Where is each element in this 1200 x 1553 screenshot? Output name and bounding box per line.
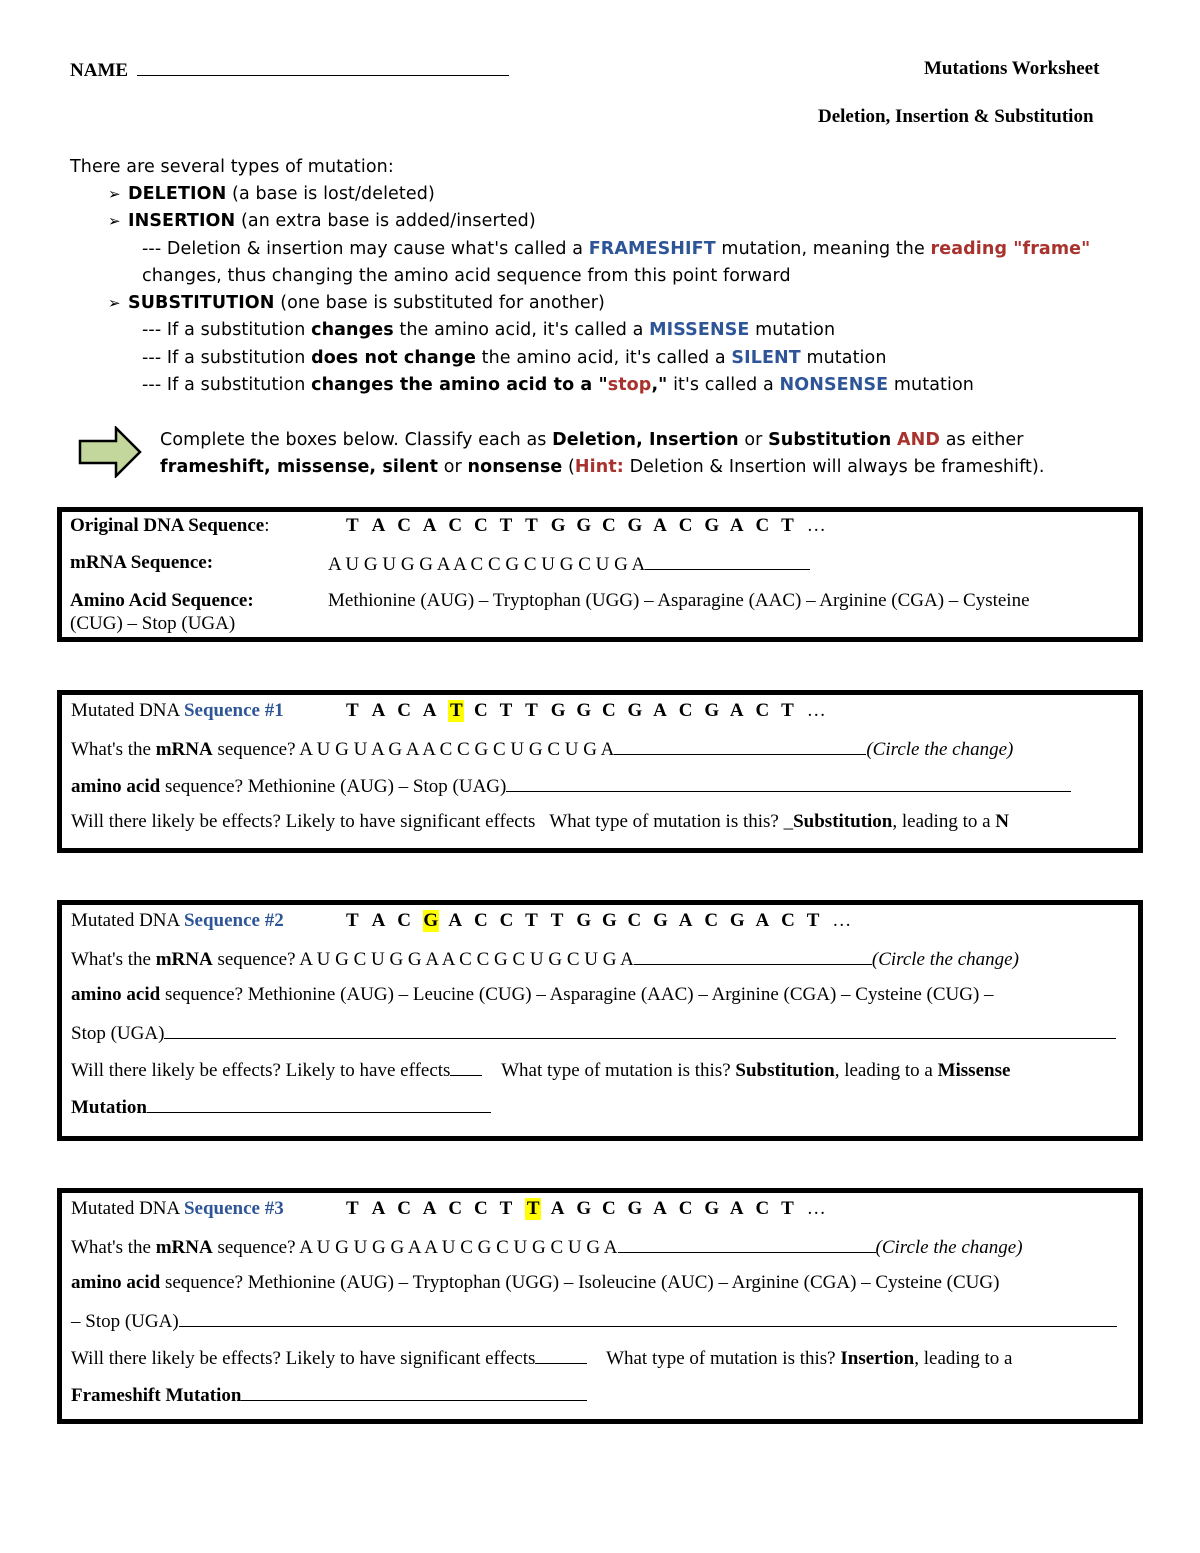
- original-aa-line1: Methionine (AUG) – Tryptophan (UGG) – Asparagine (AAC) – Arginine (CGA) – Cysteine: [328, 590, 1030, 611]
- dna-base: A: [678, 910, 693, 931]
- dna-base: T: [781, 700, 794, 721]
- dna-base: G: [550, 515, 566, 536]
- dna-base: T: [346, 910, 359, 931]
- dna-base: G: [576, 515, 592, 536]
- intro-lead: There are several types of mutation:: [70, 157, 394, 177]
- dna-base: C: [755, 1198, 770, 1219]
- mutation-1-box: [57, 690, 1143, 853]
- mut1-label: Mutated DNA Sequence #1: [71, 700, 284, 721]
- instructions-line1: Complete the boxes below. Classify each as Deletion, Insertion or Substitution AND as either: [160, 430, 1024, 450]
- dna-base: A: [448, 910, 463, 931]
- mut2-mrna-value[interactable]: A U G C U G G A A C C G C U G C U G A: [299, 949, 634, 971]
- dna-base: A: [653, 1198, 667, 1219]
- dna-base: G: [576, 700, 592, 721]
- dna-base: C: [601, 1198, 616, 1219]
- bullet-deletion: ➢ DELETION (a base is lost/deleted): [108, 184, 435, 204]
- mut1-aa-value[interactable]: Methionine (AUG) – Stop (UAG): [247, 776, 507, 798]
- dna-base: G: [627, 700, 643, 721]
- dna-base: C: [473, 910, 488, 931]
- mut2-aa-value-line2[interactable]: Stop (UGA): [71, 1023, 165, 1045]
- dna-base: C: [678, 515, 693, 536]
- mut1-effects-answer[interactable]: Likely to have significant effects: [285, 811, 536, 832]
- dna-base: C: [704, 910, 719, 931]
- dna-base: A: [371, 910, 386, 931]
- mutation-2-box: [57, 900, 1143, 1141]
- dna-base: A: [755, 910, 770, 931]
- mut1-aa-row: amino acid sequence? Methionine (AUG) – Stop (UAG): [71, 774, 1071, 798]
- dna-base: C: [755, 515, 770, 536]
- bullet-insertion: ➢ INSERTION (an extra base is added/inserted): [108, 211, 536, 231]
- dna-base: T: [781, 515, 794, 536]
- dna-base: C: [397, 1198, 411, 1219]
- mut3-aa-value-line2[interactable]: – Stop (UGA): [71, 1311, 179, 1333]
- ellipsis: …: [806, 515, 826, 536]
- mutated-base: T: [526, 1198, 540, 1219]
- dna-base: T: [806, 910, 820, 931]
- mut2-effects-row: Will there likely be effects? Likely to have effects What type of mutation is this? Substitution, leading to a Missense: [71, 1058, 1010, 1082]
- original-aa-label: Amino Acid Sequence:: [70, 590, 254, 611]
- dna-base: A: [653, 700, 667, 721]
- dna-base: G: [627, 1198, 643, 1219]
- dna-base: T: [346, 515, 359, 536]
- mut3-effects-answer[interactable]: Likely to have significant effects: [285, 1348, 536, 1370]
- dna-base: T: [499, 1198, 513, 1219]
- dna-base: A: [729, 1198, 744, 1219]
- nonsense-note: --- If a substitution changes the amino acid to a "stop," it's called a NONSENSE mutation: [142, 375, 974, 395]
- mut3-effects-row: Will there likely be effects? Likely to have significant effects What type of mutation is this? Insertion, leading to a: [71, 1346, 1012, 1370]
- dna-base: T: [525, 515, 538, 536]
- dna-base: A: [653, 515, 667, 536]
- name-blank[interactable]: [137, 58, 509, 76]
- mut3-dna-sequence: [346, 1198, 826, 1220]
- dna-base: A: [729, 700, 744, 721]
- mut1-dna-sequence: [346, 700, 826, 722]
- dna-base: A: [371, 515, 386, 536]
- dna-base: A: [422, 515, 437, 536]
- mut2-effects-answer[interactable]: Likely to have effects: [285, 1060, 451, 1082]
- mut2-dna-sequence: [346, 910, 851, 932]
- dna-base: T: [525, 700, 538, 721]
- original-dna-label: Original DNA Sequence:: [70, 515, 270, 536]
- silent-note: --- If a substitution does not change the amino acid, it's called a SILENT mutation: [142, 348, 887, 368]
- worksheet-subtitle: Deletion, Insertion & Substitution: [818, 106, 1094, 127]
- mut3-label: Mutated DNA Sequence #3: [71, 1198, 284, 1219]
- mut2-aa-value-line1[interactable]: Methionine (AUG) – Leucine (CUG) – Asparagine (AAC) – Arginine (CGA) – Cysteine (CUG) –: [247, 984, 994, 1005]
- dna-base: C: [448, 1198, 463, 1219]
- dna-base: G: [653, 910, 668, 931]
- dna-base: C: [473, 700, 488, 721]
- original-aa-line2: (CUG) – Stop (UGA): [70, 613, 236, 634]
- dna-base: T: [346, 1198, 359, 1219]
- dna-base: A: [422, 1198, 437, 1219]
- mut1-effects-row: Will there likely be effects? Likely to have significant effects What type of mutation is this? _Substitution, leading to a N: [71, 811, 1010, 832]
- mutated-base: G: [423, 910, 439, 931]
- mut3-mrna-row: What's the mRNA sequence? A U G U G G A A U C G C U G C U G A (Circle the change): [71, 1235, 1023, 1259]
- mut3-type-row2: Frameshift Mutation: [71, 1383, 587, 1407]
- mutation-3-box: [57, 1188, 1143, 1424]
- frameshift-note-line2: changes, thus changing the amino acid sequence from this point forward: [142, 266, 791, 286]
- missense-note: --- If a substitution changes the amino acid, it's called a MISSENSE mutation: [142, 320, 836, 340]
- dna-base: G: [601, 910, 617, 931]
- dna-base: G: [576, 1198, 592, 1219]
- mut1-mrna-row: What's the mRNA sequence? A U G U A G A A C C G C U G C U G A (Circle the change): [71, 737, 1013, 761]
- original-dna-sequence: [346, 515, 826, 537]
- dna-base: T: [550, 910, 564, 931]
- mut3-aa-value-line1[interactable]: Methionine (AUG) – Tryptophan (UGG) – Isoleucine (AUC) – Arginine (CGA) – Cysteine (CUG): [247, 1272, 1000, 1293]
- dna-base: G: [704, 1198, 720, 1219]
- dna-base: G: [576, 910, 592, 931]
- mut2-aa-row: amino acid sequence? Methionine (AUG) – Leucine (CUG) – Asparagine (AAC) – Arginine (CGA) – Cysteine (CUG) –: [71, 984, 994, 1005]
- dna-base: T: [346, 700, 359, 721]
- dna-base: T: [499, 700, 513, 721]
- mut2-type-row2: Mutation: [71, 1095, 491, 1119]
- dna-base: C: [397, 910, 411, 931]
- dna-base: C: [448, 515, 463, 536]
- dna-base: A: [371, 700, 386, 721]
- frameshift-note-line1: --- Deletion & insertion may cause what's called a FRAMESHIFT mutation, meaning the reading "frame": [142, 239, 1091, 259]
- dna-base: T: [525, 910, 538, 931]
- dna-base: A: [371, 1198, 386, 1219]
- dna-base: C: [678, 1198, 693, 1219]
- mut3-aa-row: amino acid sequence? Methionine (AUG) – Tryptophan (UGG) – Isoleucine (AUC) – Arginine (CGA) – Cysteine (CUG): [71, 1272, 1000, 1293]
- dna-base: G: [704, 700, 720, 721]
- dna-base: C: [601, 700, 616, 721]
- mut1-mrna-value[interactable]: A U G U A G A A C C G C U G C U G A: [299, 739, 615, 761]
- dna-base: A: [422, 700, 437, 721]
- dna-base: G: [627, 515, 643, 536]
- dna-base: C: [755, 700, 770, 721]
- dna-base: C: [781, 910, 795, 931]
- dna-base: T: [499, 515, 513, 536]
- dna-base: G: [704, 515, 720, 536]
- instructions-line2: frameshift, missense, silent or nonsense (Hint: Deletion & Insertion will always be frameshift).: [160, 457, 1045, 477]
- dna-base: C: [499, 910, 514, 931]
- dna-base: T: [781, 1198, 794, 1219]
- dna-base: A: [550, 1198, 565, 1219]
- dna-base: G: [729, 910, 745, 931]
- name-label: NAME: [70, 58, 509, 82]
- right-arrow-icon: [78, 426, 142, 478]
- mutated-base: T: [450, 700, 463, 721]
- dna-base: A: [729, 515, 744, 536]
- dna-base: C: [627, 910, 642, 931]
- dna-base: C: [601, 515, 616, 536]
- bullet-substitution: ➢ SUBSTITUTION (one base is substituted for another): [108, 293, 605, 313]
- dna-base: C: [473, 1198, 488, 1219]
- mut3-mrna-value[interactable]: A U G U G G A A U C G C U G C U G A: [299, 1237, 618, 1259]
- dna-base: G: [550, 700, 566, 721]
- mut3-aa-row2: [71, 1309, 1117, 1333]
- ellipsis: …: [832, 910, 852, 931]
- dna-base: C: [397, 700, 411, 721]
- dna-base: C: [473, 515, 488, 536]
- ellipsis: …: [806, 700, 826, 721]
- ellipsis: …: [806, 1198, 826, 1219]
- dna-base: C: [678, 700, 693, 721]
- mut2-label: Mutated DNA Sequence #2: [71, 910, 284, 931]
- original-mrna-value: A U G U G G A A C C G C U G C U G A: [328, 552, 810, 576]
- mut2-aa-row2: [71, 1021, 1116, 1045]
- dna-base: C: [397, 515, 411, 536]
- worksheet-title: Mutations Worksheet: [924, 58, 1100, 79]
- mut2-mrna-row: What's the mRNA sequence? A U G C U G G A A C C G C U G C U G A (Circle the change): [71, 947, 1019, 971]
- original-mrna-label: mRNA Sequence:: [70, 552, 214, 573]
